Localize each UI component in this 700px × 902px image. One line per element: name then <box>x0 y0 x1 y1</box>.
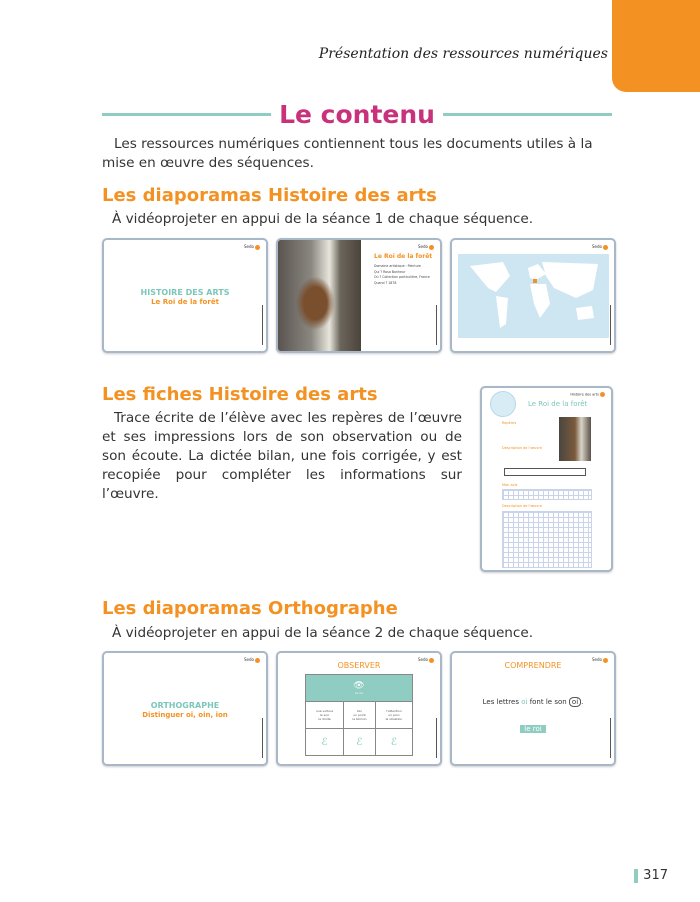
writing-grid <box>502 511 592 568</box>
timeline <box>504 468 586 476</box>
slide-arts-map: Sedo <box>450 238 616 353</box>
fiche-title: Le Roi de la forêt <box>528 400 588 408</box>
world-map <box>458 254 609 338</box>
arts-slides-text: À vidéoprojeter en appui de la séance 1 de chaque séquence. <box>112 211 534 227</box>
page-number: 317 <box>634 868 668 883</box>
slide-tag: Sedo <box>244 244 260 250</box>
fiche-label: Mon avis <box>502 483 518 487</box>
slide-ortho-comprendre: Sedo COMPRENDRE Les lettres oi font le son oi . le roi <box>450 651 616 766</box>
section-title-row <box>102 100 612 129</box>
slide-lesson: Distinguer oi, oin, ion <box>142 711 228 719</box>
slide-subject: HISTOIRE DES ARTS <box>140 288 230 297</box>
painting-image <box>278 240 361 353</box>
rule-sentence: Les lettres oi font le son oi . <box>482 698 584 706</box>
ear-icon: ℰ <box>344 729 376 756</box>
chapter-tab <box>612 0 700 92</box>
heading-ortho-slides: Les diaporamas Orthographe <box>102 598 398 619</box>
slide-arts-title <box>102 238 268 353</box>
globe-icon <box>490 391 516 417</box>
slide-heading: OBSERVER <box>337 661 381 670</box>
fiche-tag: Histoire des arts <box>570 392 605 397</box>
slide-ortho-title: Sedo ORTHOGRAPHE Distinguer oi, oin, ion <box>102 651 268 766</box>
observation-table: 👁 le roi une voiture le soir la droite loin un point le témoin l'attention un pion la situation ℰ ℰ ℰ <box>305 674 413 756</box>
painting-thumb <box>559 417 591 461</box>
ear-icon: ℰ <box>375 729 412 756</box>
example-word: le roi <box>452 716 614 735</box>
work-info: Domaine artistique : Peinture Qui ? Rosa Bonheur Où ? Collection particulière, France Quand ? 1878 <box>374 264 430 285</box>
fiche-label: Description de l'œuvre <box>502 504 542 508</box>
heading-arts-slides: Les diaporamas Histoire des arts <box>102 185 437 206</box>
divider <box>102 113 271 116</box>
writing-grid <box>502 489 592 500</box>
fiche-label: Repères <box>502 421 517 425</box>
ear-icon: ℰ <box>306 729 344 756</box>
eye-icon: 👁 <box>353 681 365 691</box>
slide-heading: COMPRENDRE <box>504 661 562 670</box>
slide-work: Le Roi de la forêt <box>374 253 433 260</box>
fiche-label: Description de l'œuvre <box>502 446 542 450</box>
slide-arts-painting: Sedo Le Roi de la forêt Domaine artistique : Peinture Qui ? Rosa Bonheur Où ? Collection particulière, France Quand ? 1878 <box>276 238 442 353</box>
intro-text: Les ressources numériques contiennent tous les documents utiles à la mise en œuvre des séquences. <box>102 136 593 171</box>
divider <box>443 113 612 116</box>
slide-ortho-observer: Sedo OBSERVER 👁 le roi une voiture le soir la droite loin un point le témoin l'attention un pion la situation ℰ ℰ ℰ <box>276 651 442 766</box>
heading-arts-sheets: Les fiches Histoire des arts <box>102 384 378 405</box>
page-title: Le contenu <box>279 100 435 129</box>
ortho-slides-text: À vidéoprojeter en appui de la séance 2 de chaque séquence. <box>112 625 534 641</box>
running-title: Présentation des ressources numériques <box>318 46 608 62</box>
fiche-arts-preview <box>480 386 613 572</box>
slide-work: Le Roi de la forêt <box>151 298 219 306</box>
slide-subject: ORTHOGRAPHE <box>150 701 220 710</box>
arts-sheets-text: Trace écrite de l’élève avec les repères de l’œuvre et ses impressions lors de son observation ou de son écoute. La dictée bilan, une fois corrigée, y est recopiée pour compléter les informations sur l’œuvre. <box>102 410 462 502</box>
